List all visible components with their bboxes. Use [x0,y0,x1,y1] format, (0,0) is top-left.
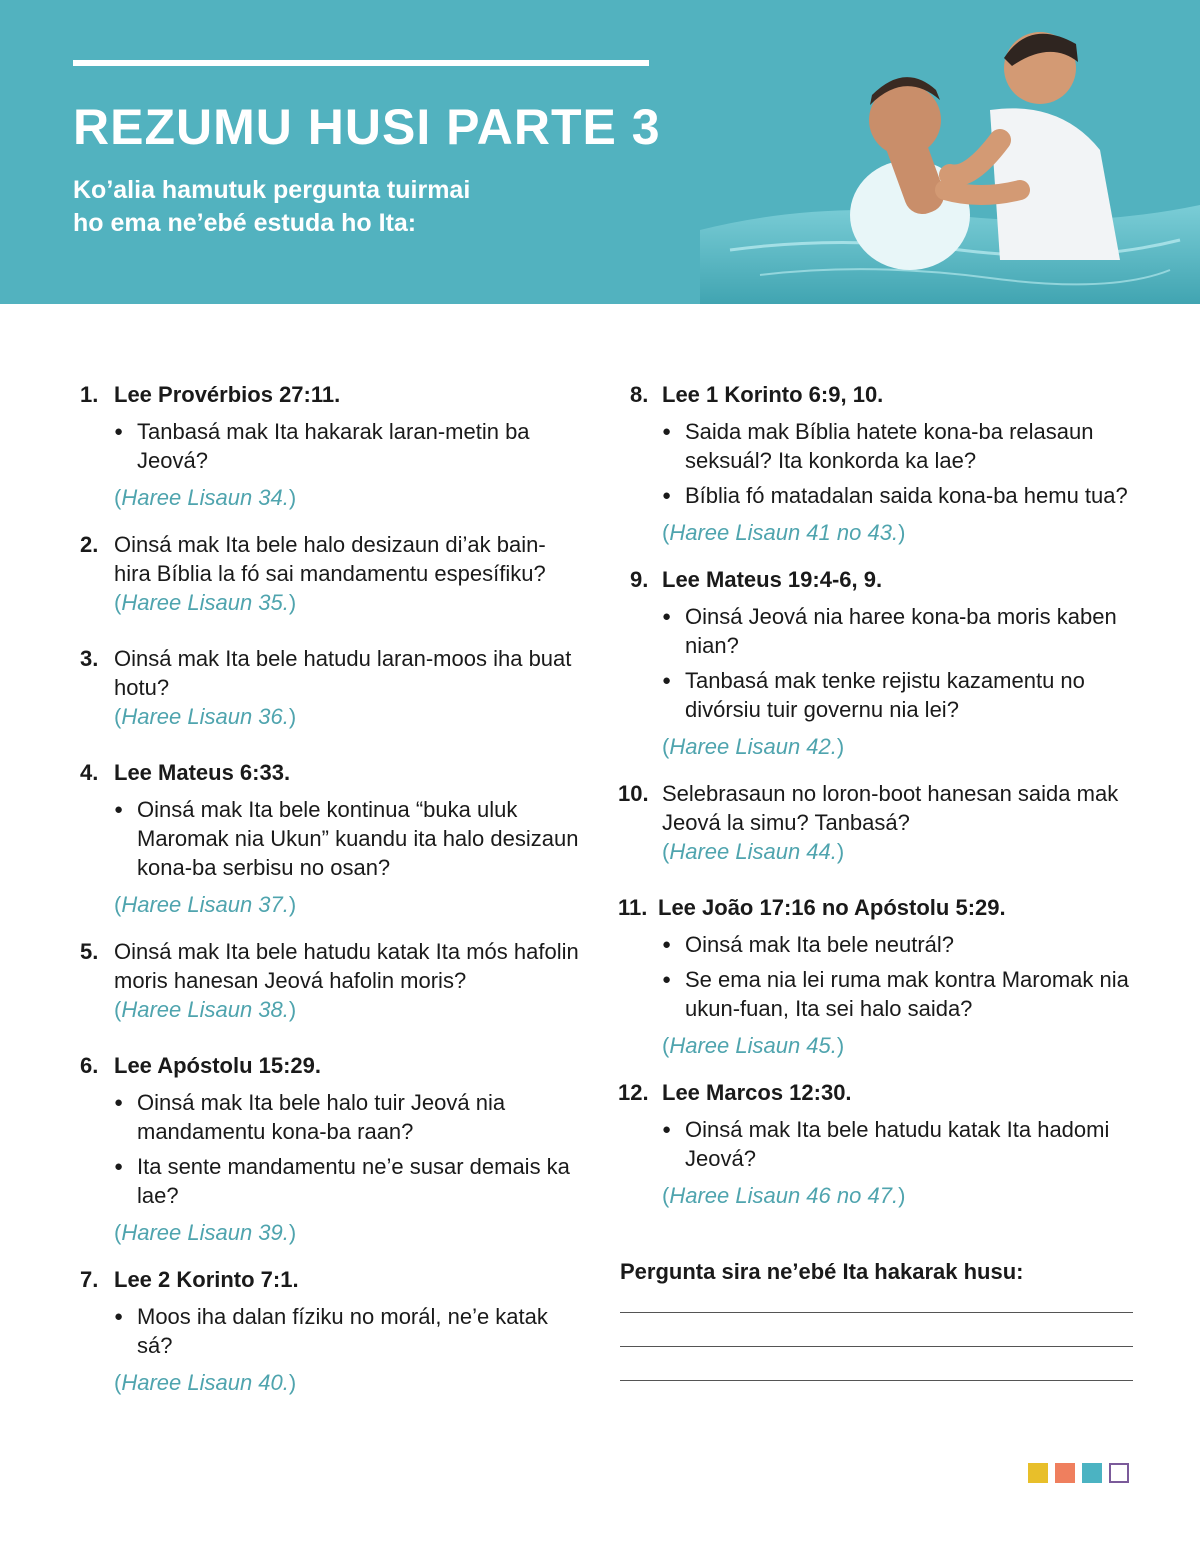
baptism-illustration [700,0,1200,304]
subtitle-line: Ko’alia hamutuk pergunta tuirmai [73,176,471,204]
question-bullet: ● Ita sente mandamentu ne’e susar demais ka lae? [114,1152,580,1210]
question-9 [618,565,1138,761]
question-number: 11. [618,895,648,920]
lesson-reference: (Haree Lisaun 46 no 47.) [662,1183,906,1208]
question-bullet: ● Oinsá Jeová nia haree kona-ba moris kaben nian? [662,602,1138,660]
write-in-line[interactable] [620,1312,1133,1313]
right-column [618,380,1138,1210]
scripture-reading: Lee João 17:16 no Apóstolu 5:29. [658,895,1006,920]
write-in-line[interactable] [620,1380,1133,1381]
lesson-reference: (Haree Lisaun 41 no 43.) [662,520,906,545]
question-bullet: ● Saida mak Bíblia hatete kona-ba relasaun seksuál? Ita konkorda ka lae? [662,417,1138,475]
question-3 [80,644,580,731]
question-number: 5. [80,939,99,964]
question-bullet: ● Moos iha dalan fíziku no morál, ne’e katak sá? [114,1302,580,1360]
subtitle-line: ho ema ne’ebé estuda ho Ita: [73,209,417,237]
lesson-reference: (Haree Lisaun 36.) [114,704,297,729]
question-11 [618,893,1138,1060]
question-number: 7. [80,1267,99,1292]
scripture-reading: Lee 1 Korinto 6:9, 10. [662,382,884,407]
question-number: 9. [630,567,649,592]
lesson-reference: (Haree Lisaun 35.) [114,590,297,615]
question-number: 8. [630,382,649,407]
page-title: REZUMU HUSI PARTE 3 [73,99,661,155]
question-number: 12. [618,1080,649,1105]
question-2 [80,530,580,617]
question-bullet: ● Oinsá mak Ita bele neutrál? [662,930,1138,959]
question-bullet: ● Oinsá mak Ita bele kontinua “buka uluk Maromak nia Ukun” kuandu ita halo desizaun kona-ba serbisu no osan? [114,795,580,882]
question-12 [618,1078,1138,1210]
question-number: 2. [80,532,99,557]
question-bullet: ● Se ema nia lei ruma mak kontra Maromak nia ukun-fuan, Ita sei halo saida? [662,965,1138,1023]
question-text: Oinsá mak Ita bele halo desizaun di’ak bain-hira Bíblia la fó sai mandamentu espesífiku? [114,532,546,586]
header-banner [0,0,1200,304]
question-text: Oinsá mak Ita bele hatudu laran-moos iha buat hotu? [114,646,572,700]
question-number: 1. [80,382,99,407]
question-bullet: ● Tanbasá mak Ita hakarak laran-metin ba Jeová? [114,417,580,475]
question-bullet: ● Tanbasá mak tenke rejistu kazamentu no divórsiu tuir governu nia lei? [662,666,1138,724]
decor-squares [1028,1463,1129,1483]
scripture-reading: Lee Provérbios 27:11. [114,382,341,407]
lesson-reference: (Haree Lisaun 45.) [662,1033,845,1058]
yellow-square [1028,1463,1048,1483]
scripture-reading: Lee Marcos 12:30. [662,1080,852,1105]
lesson-reference: (Haree Lisaun 34.) [114,485,297,510]
lesson-reference: (Haree Lisaun 42.) [662,734,845,759]
purple-outline-square [1109,1463,1129,1483]
question-bullet: ● Bíblia fó matadalan saida kona-ba hemu tua? [662,481,1138,510]
left-column [80,380,580,1397]
scripture-reading: Lee Mateus 6:33. [114,760,291,785]
question-number: 4. [80,760,99,785]
question-number: 3. [80,646,99,671]
question-10 [618,779,1138,866]
page-subtitle [73,174,470,240]
lesson-reference: (Haree Lisaun 39.) [114,1220,297,1245]
question-bullet: ● Oinsá mak Ita bele halo tuir Jeová nia mandamentu kona-ba raan? [114,1088,580,1146]
lesson-reference: (Haree Lisaun 44.) [662,839,845,864]
write-in-line[interactable] [620,1346,1133,1347]
question-number: 6. [80,1053,99,1078]
lesson-reference: (Haree Lisaun 38.) [114,997,297,1022]
teal-square [1082,1463,1102,1483]
scripture-reading: Lee Mateus 19:4-6, 9. [662,567,883,592]
lesson-reference: (Haree Lisaun 40.) [114,1370,297,1395]
orange-square [1055,1463,1075,1483]
scripture-reading: Lee 2 Korinto 7:1. [114,1267,299,1292]
write-in-heading: Pergunta sira ne’ebé Ita hakarak husu: [620,1259,1024,1284]
header-rule [73,60,649,66]
lesson-reference: (Haree Lisaun 37.) [114,892,297,917]
question-8 [618,380,1138,547]
question-5 [80,937,580,1024]
question-7 [80,1265,580,1397]
question-6 [80,1051,580,1247]
question-text: Selebrasaun no loron-boot hanesan saida mak Jeová la simu? Tanbasá? [662,781,1119,835]
question-bullet: ● Oinsá mak Ita bele hatudu katak Ita hadomi Jeová? [662,1115,1138,1173]
scripture-reading: Lee Apóstolu 15:29. [114,1053,322,1078]
question-number: 10. [618,781,649,806]
question-4 [80,758,580,919]
question-text: Oinsá mak Ita bele hatudu katak Ita mós hafolin moris hanesan Jeová hafolin moris? [114,939,579,993]
question-1 [80,380,580,512]
